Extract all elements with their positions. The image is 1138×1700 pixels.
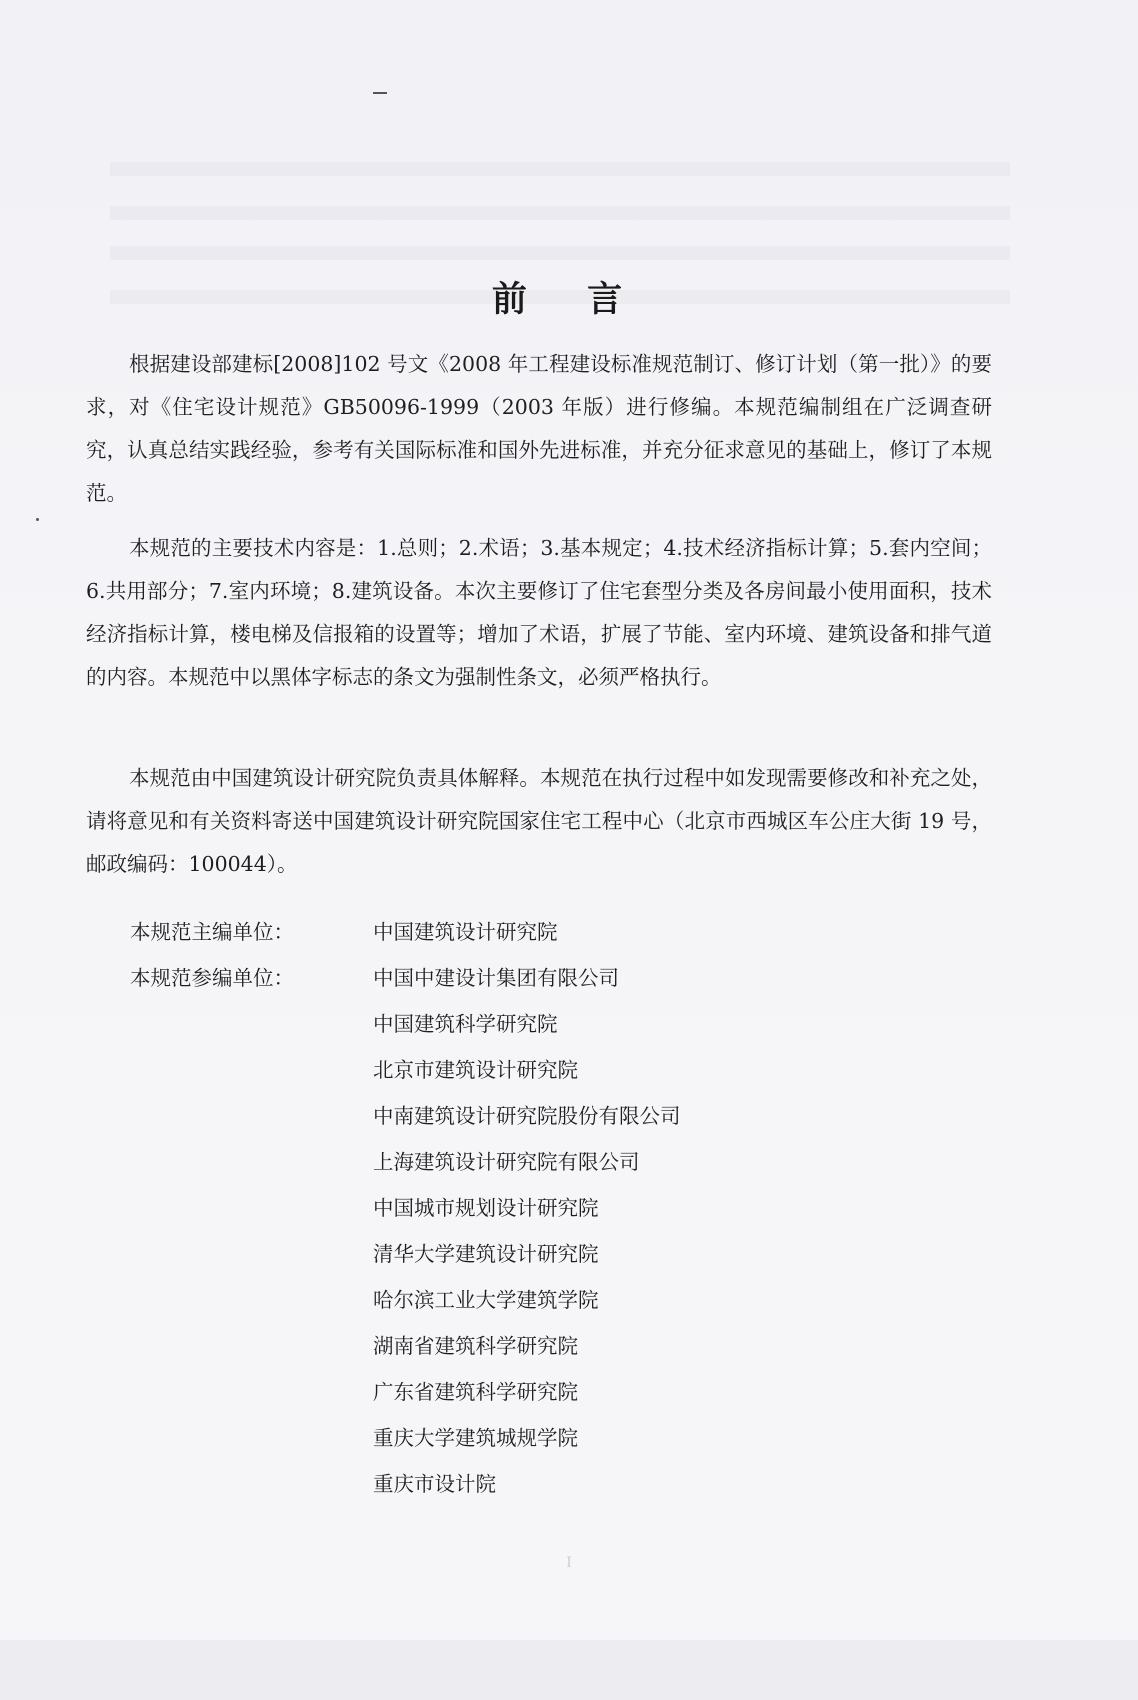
scan-mark [373, 92, 387, 94]
list-item: 哈尔滨工业大学建筑学院 [373, 1288, 599, 1312]
list-item: 重庆大学建筑城规学院 [373, 1426, 578, 1450]
list-item: 上海建筑设计研究院有限公司 [373, 1150, 640, 1174]
paragraph-2: 本规范的主要技术内容是：1.总则；2.术语；3.基本规定；4.技术经济指标计算；5.套内空间；6.共用部分；7.室内环境；8.建筑设备。本次主要修订了住宅套型分类及各房间最小使用面积，技术经济指标计算，楼电梯及信报箱的设置等；增加了术语，扩展了节能、室内环境、建筑设备和排气道的内容。本规范中以黑体字标志的条文为强制性条文，必须严格执行。 [86, 536, 992, 689]
list-item: 清华大学建筑设计研究院 [373, 1242, 599, 1266]
bleed-through-line [110, 206, 1010, 220]
list-item: 湖南省建筑科学研究院 [373, 1334, 578, 1358]
list-item: 中南建筑设计研究院股份有限公司 [373, 1104, 681, 1128]
chief-unit-row [130, 909, 681, 955]
units-section [130, 909, 681, 1507]
chief-unit-name: 中国建筑设计研究院 [373, 920, 558, 944]
list-item: 中国建筑科学研究院 [373, 1012, 558, 1036]
list-item: 重庆市设计院 [373, 1472, 496, 1496]
page-number: I [566, 1555, 572, 1571]
list-item: 中国城市规划设计研究院 [373, 1196, 599, 1220]
scan-mark [36, 518, 39, 521]
paragraph-3: 本规范由中国建筑设计研究院负责具体解释。本规范在执行过程中如发现需要修改和补充之处，请将意见和有关资料寄送中国建筑设计研究院国家住宅工程中心（北京市西城区车公庄大街 19 号，邮政编码：100044）。 [86, 766, 992, 876]
paragraph-1: 根据建设部建标[2008]102 号文《2008 年工程建设标准规范制订、修订计划（第一批）》的要求，对《住宅设计规范》GB50096-1999（2003 年版）进行修编。本规范编制组在广泛调查研究，认真总结实践经验，参考有关国际标准和国外先进标准，并充分征求意见的基础上，修订了本规范。 [86, 352, 992, 505]
scan-border [0, 1640, 1138, 1700]
list-item: 北京市建筑设计研究院 [373, 1058, 578, 1082]
list-item: 广东省建筑科学研究院 [373, 1380, 578, 1404]
page-title: 前 言 [491, 279, 647, 320]
participating-units-label: 本规范参编单位： [130, 966, 294, 990]
bleed-through-line [110, 162, 1010, 176]
participating-units-row [130, 955, 681, 1507]
participating-units-list [373, 955, 681, 1507]
bleed-through-line [110, 246, 1010, 260]
list-item: 中国中建设计集团有限公司 [373, 966, 619, 990]
chief-unit-label: 本规范主编单位： [130, 920, 294, 944]
